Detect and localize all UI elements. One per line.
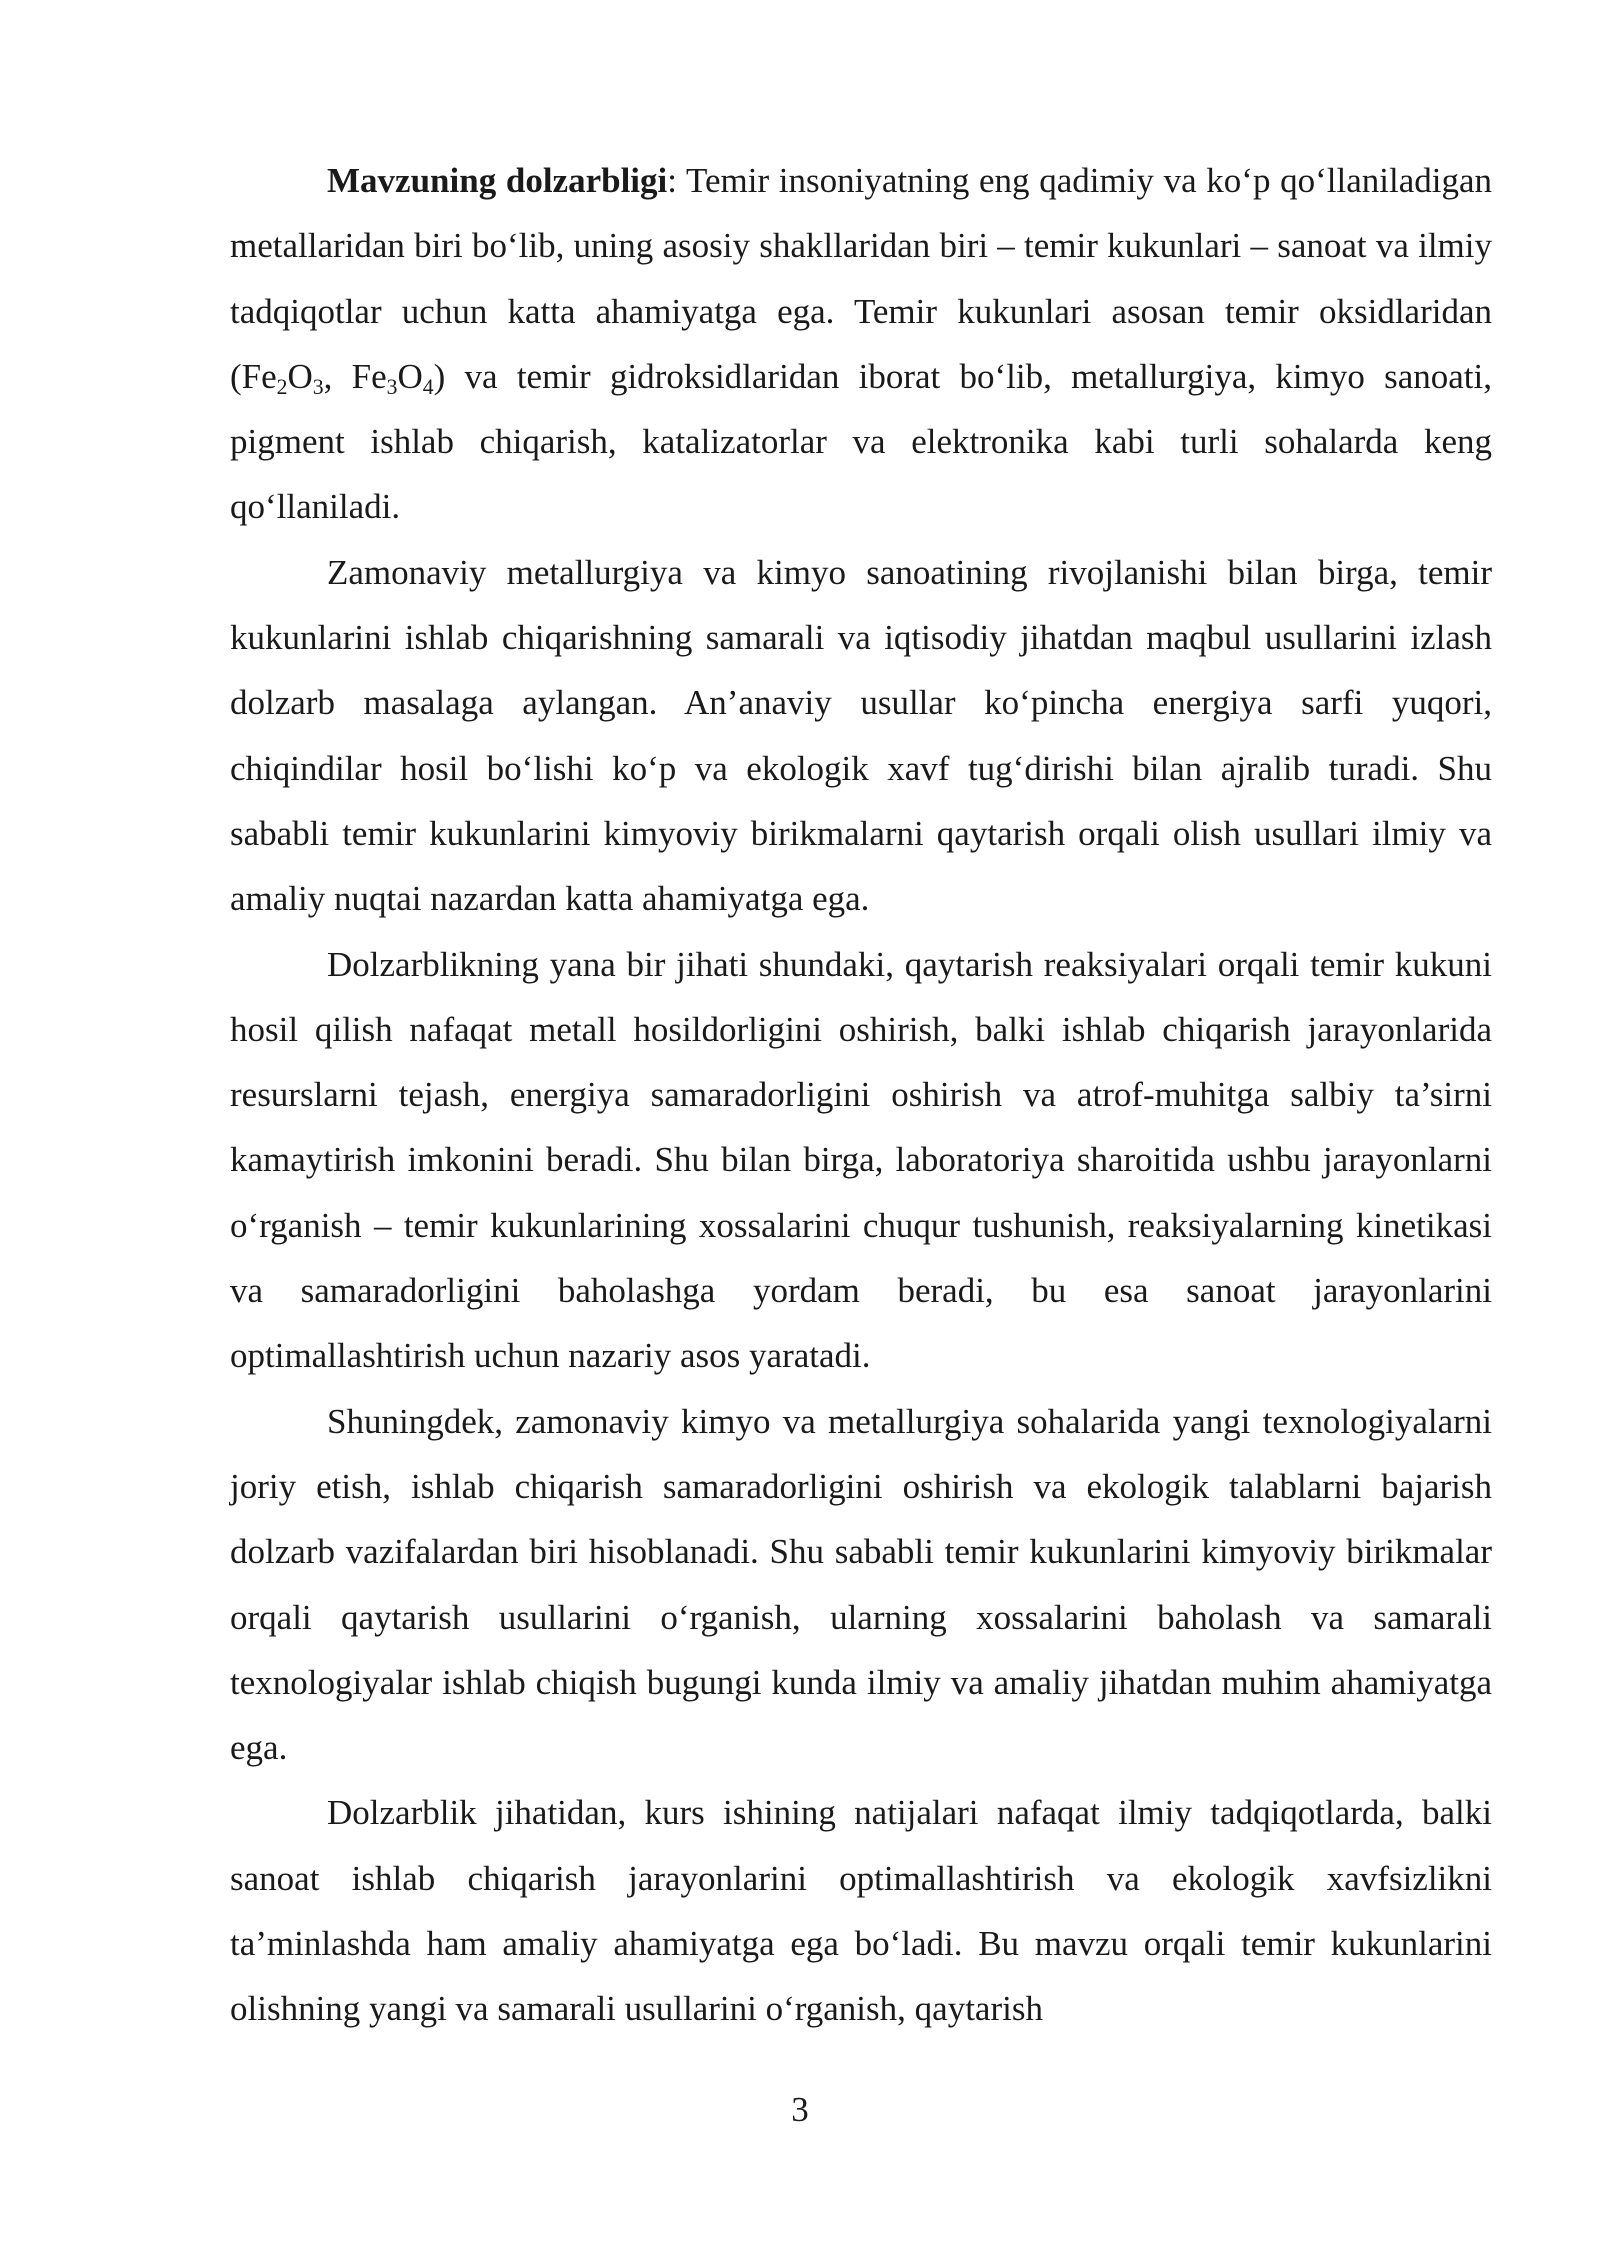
body-text: [230, 148, 1492, 2042]
paragraph-practical-significance: Dolzarblik jihatidan, kurs ishining natijalari nafaqat ilmiy tadqiqotlarda, balki sanoat ishlab chiqarish jarayonlarini optimallashtirish va ekologik xavfsizlikni ta’minlashda ham amaliy ahamiyatga ega boʻladi. Bu mavzu orqali temir kukunlarini olishning yangi va samarali usullarini oʻrganish, qaytarish: [230, 1793, 1492, 2029]
paragraph-1-text-a: Temir insoniyatning eng qadimiy va koʻp qoʻllaniladigan metallaridan biri boʻlib, uning asosiy shakllaridan biri – temir kukunlari – sanoat va ilmiy tadqiqotlar uchun katta ahamiyatga ega. Temir kukunlari asosan temir oksidlaridan (: [230, 161, 1492, 396]
page-number: 3: [791, 2090, 809, 2129]
formula-1-subscript-1: 2: [276, 374, 288, 399]
formula-1-element: Fe: [241, 356, 277, 396]
paragraph-relevance-intro: [230, 148, 1492, 540]
lead-colon: :: [667, 161, 677, 200]
formula-separator: ,: [323, 356, 352, 396]
paragraph-reduction-reactions: Dolzarblikning yana bir jihati shundaki, qaytarish reaksiyalari orqali temir kukuni hosil qilish nafaqat metall hosildorligini oshirish, balki ishlab chiqarish jarayonlarida resurslarni tejash, energiya samaradorligini oshirish va atrof-muhitga salbiy ta’sirni kamaytirish imkonini beradi. Shu bilan birga, laboratoriya sharoitida ushbu jarayonlarni oʻrganish – temir kukunlarining xossalarini chuqur tushunish, reaksiyalarning kinetikasi va samaradorligini baholashga yordam beradi, bu esa sanoat jarayonlarini optimallashtirish uchun nazariy asos yaratadi.: [230, 944, 1492, 1376]
formula-fe3o4: [351, 356, 434, 399]
paragraph-1-text-b: ) va temir gidroksidlaridan iborat boʻlib, metallurgiya, kimyo sanoati, pigment ishlab chiqarish, katalizatorlar va elektronika kabi turli sohalarda keng qoʻllaniladi.: [230, 356, 1492, 527]
formula-fe2o3: [241, 356, 324, 399]
section-lead-term: Mavzuning dolzarbligi: [327, 161, 668, 200]
formula-2-element: Fe: [351, 356, 387, 396]
paragraph-modern-metallurgy: Zamonaviy metallurgiya va kimyo sanoatining rivojlanishi bilan birga, temir kukunlarini ishlab chiqarishning samarali va iqtisodiy jihatdan maqbul usullarini izlash dolzarb masalaga aylangan. An’anaviy usullar koʻpincha energiya sarfi yuqori, chiqindilar hosil boʻlishi koʻp va ekologik xavf tugʻdirishi bilan ajralib turadi. Shu sababli temir kukunlarini kimyoviy birikmalarni qaytarish orqali olish usullari ilmiy va amaliy nuqtai nazardan katta ahamiyatga ega.: [230, 552, 1492, 919]
paragraph-new-technologies: Shuningdek, zamonaviy kimyo va metallurgiya sohalarida yangi texnologiyalarni joriy etish, ishlab chiqarish samaradorligini oshirish va ekologik talablarni bajarish dolzarb vazifalardan biri hisoblanadi. Shu sababli temir kukunlarini kimyoviy birikmalar orqali qaytarish usullarini oʻrganish, ularning xossalarini baholash va samarali texnologiyalar ishlab chiqish bugungi kunda ilmiy va amaliy jihatdan muhim ahamiyatga ega.: [230, 1401, 1492, 1768]
formula-2-oxygen: O: [397, 356, 423, 396]
formula-1-oxygen: O: [287, 356, 313, 396]
formula-1-subscript-2: 3: [312, 374, 324, 399]
formula-2-subscript-1: 3: [386, 374, 398, 399]
formula-2-subscript-2: 4: [422, 374, 434, 399]
